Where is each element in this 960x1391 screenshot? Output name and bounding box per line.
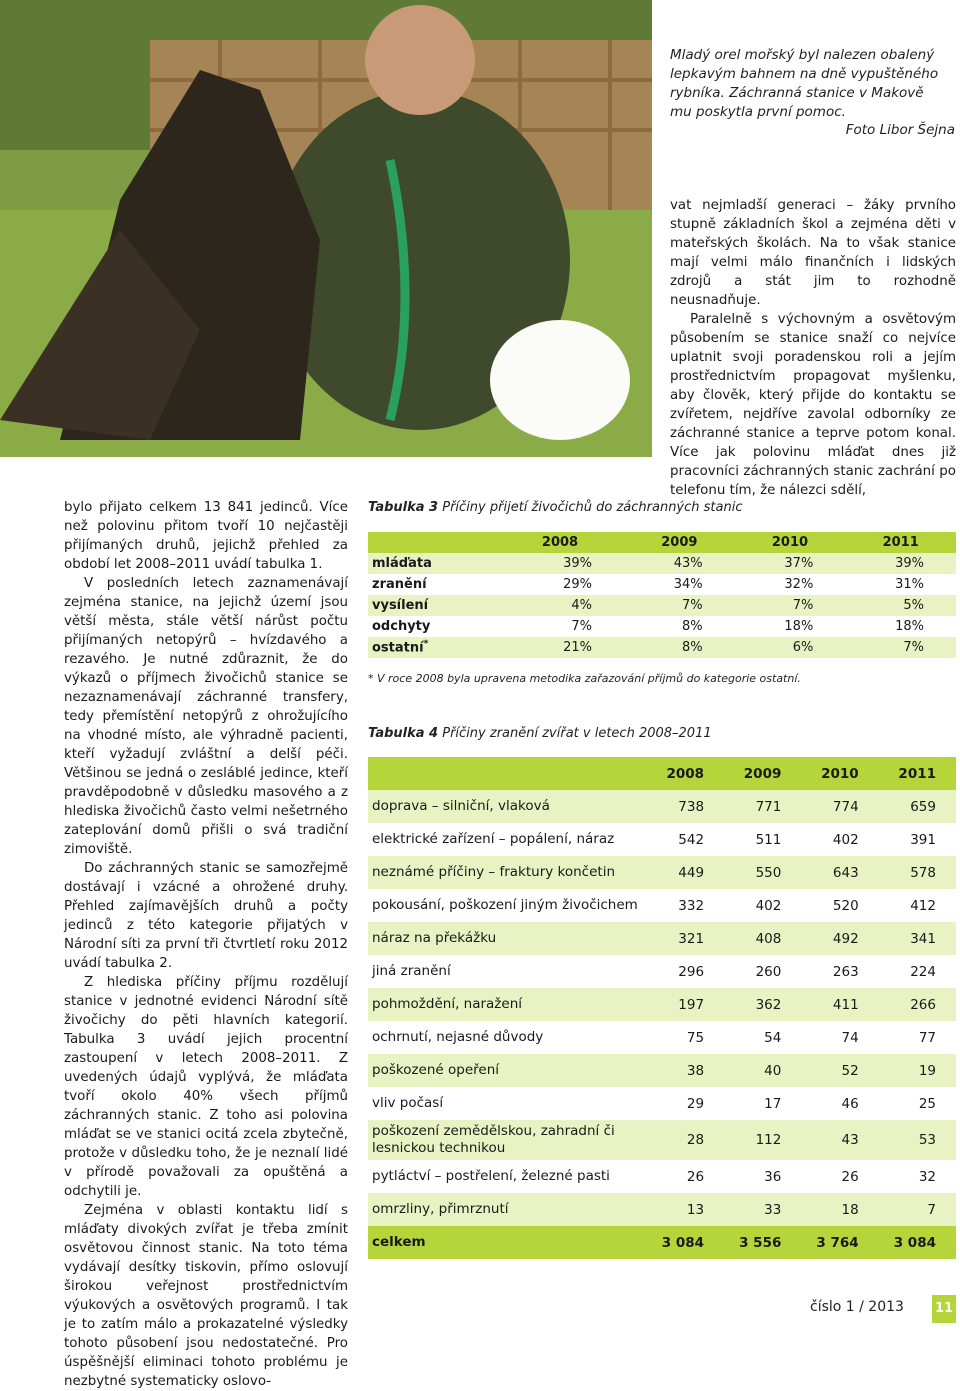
year-header: 2008 [496,532,624,553]
cell: 449 [647,856,724,889]
table-row [368,1193,956,1226]
row-label: neznámé příčiny – fraktury končetin [368,856,647,889]
cell: 341 [879,922,956,955]
row-label: náraz na překážku [368,922,647,955]
row-label: vysílení [368,595,496,616]
cell: 77 [879,1021,956,1054]
cell: 520 [801,889,878,922]
cell: 321 [647,922,724,955]
cell: 197 [647,988,724,1021]
table4-title: Příčiny zranění zvířat v letech 2008–2011 [442,726,712,741]
table4-label: Tabulka 4 [368,726,439,741]
year-header: 2011 [845,532,956,553]
cell: 18% [735,616,846,637]
cell: 39% [845,553,956,574]
cell: 771 [724,790,801,823]
row-label: poškozené opeření [368,1054,647,1087]
cell: 391 [879,823,956,856]
photo-credit: Foto Libor Šejna [845,122,955,138]
cell: 112 [724,1120,801,1160]
row-label: doprava – silniční, vlaková [368,790,647,823]
cell: 6% [735,637,846,658]
cell: 7% [496,616,624,637]
paragraph: bylo přijato celkem 13 841 jedinců. Více než polovinu přitom tvoří 10 nejčastěji přijímaných druhů, jejichž přehled za období let 2008–2011 uvádí tabulka 1. [64,500,348,572]
table-row [368,1160,956,1193]
cell: 74 [801,1021,878,1054]
cell: 402 [724,889,801,922]
cell: 362 [724,988,801,1021]
cell: 75 [647,1021,724,1054]
row-label [368,637,496,658]
cell: 3 764 [801,1226,878,1259]
table3-label: Tabulka 3 [368,500,439,515]
cell: 412 [879,889,956,922]
cell: 738 [647,790,724,823]
row-label: zranění [368,574,496,595]
cell: 411 [801,988,878,1021]
row-label: elektrické zařízení – popálení, náraz [368,823,647,856]
cell: 5% [845,595,956,616]
cell: 7% [624,595,735,616]
cell: 43% [624,553,735,574]
cell: 296 [647,955,724,988]
cell: 31% [845,574,956,595]
cell: 550 [724,856,801,889]
row-label: odchyty [368,616,496,637]
table-row [368,1087,956,1120]
cell: 332 [647,889,724,922]
cell: 578 [879,856,956,889]
cell: 402 [801,823,878,856]
cell: 774 [801,790,878,823]
cell: 25 [879,1087,956,1120]
row-label: omrzliny, přimrznutí [368,1193,647,1226]
cell: 52 [801,1054,878,1087]
cell: 7% [735,595,846,616]
table-row [368,616,956,637]
row-label: poškození zemědělskou, zahradní či lesnickou technikou [368,1120,647,1160]
cell: 53 [879,1120,956,1160]
paragraph: Paralelně s výchovným a osvětovým působením se stanice snaží co nejvíce uplatnit svoji poradenskou roli a jejím prostřednictvím propagovat myšlenku, aby člověk, který přijde do kontaktu se zvířetem, nejdříve zavolal odborníky ze záchranné stanice a teprve potom konal. Více jak polovinu mláďat dnes již pracovníci záchranných stanic zachrání po telefonu tím, že nálezci sdělí, [670,312,956,498]
cell: 4% [496,595,624,616]
cell: 263 [801,955,878,988]
table-row [368,823,956,856]
issue-number: číslo 1 / 2013 [810,1299,904,1315]
table-row [368,1120,956,1160]
table3-footnote: * V roce 2008 byla upravena metodika zařazování příjmů do kategorie ostatní. [368,672,801,685]
table-row [368,637,956,658]
cell: 7% [845,637,956,658]
cell: 13 [647,1193,724,1226]
cell: 542 [647,823,724,856]
cell: 29% [496,574,624,595]
table4 [368,757,956,1259]
cell: 3 084 [879,1226,956,1259]
table3-title: Příčiny přijetí živočichů do záchranných stanic [442,500,743,515]
paragraph: V posledních letech zaznamenávají zejména stanice, na jejichž území jsou větší města, stále větší nárůst počtu přijímaných netopýrů – hvízdavého a rezavého. Je nutné zdůraznit, že do výkazů o příjmech živočichů stanice se nezaznamenávají záchranné transfery, tedy přemístění netopýrů z ohrožujícího na vhodné místo, ale výhradně pacienti, kteří vyžadují zvláštní a delší péči. Většinou se jedná o zesláblé jedince, kteří pravděpodobně v důsledku masového a z hlediska živočichů často velmi nešetrného zateplování domů přišli o svá tradiční zimoviště. [64,576,348,857]
cell: 260 [724,955,801,988]
year-header: 2009 [624,532,735,553]
row-label: mláďata [368,553,496,574]
table-row [368,889,956,922]
cell: 17 [724,1087,801,1120]
row-label: pokousání, poškození jiným živočichem [368,889,647,922]
table-row [368,1021,956,1054]
cell: 32% [735,574,846,595]
cell: 659 [879,790,956,823]
left-column-text [64,498,348,1391]
cell: 511 [724,823,801,856]
table-header-row [368,532,956,553]
table-row [368,922,956,955]
year-header: 2010 [801,757,878,790]
cell: 8% [624,616,735,637]
cell: 32 [879,1160,956,1193]
row-label: jiná zranění [368,955,647,988]
cell: 21% [496,637,624,658]
cell: 26 [647,1160,724,1193]
paragraph: Z hlediska příčiny příjmu rozdělují stanice v jednotné evidenci Národní sítě živočichy do pěti hlavních kategorií. Tabulka 3 uvádí jejich procentní zastoupení v letech 2008–2011. Z uvedených údajů vyplývá, že mláďata tvoří okolo 40% všech příjmů záchranných stanic. Z toho asi polovina mláďat se ve stanici ocitá zcela zbytečně, protože v důsledku toho, že je neznalí lidé v přírodě považovali za opuštěná a odchytili je. [64,975,348,1199]
table3-caption [368,500,742,515]
year-header: 2011 [879,757,956,790]
row-label: ochrnutí, nejasné důvody [368,1021,647,1054]
cell: 29 [647,1087,724,1120]
table-row [368,988,956,1021]
row-label-text: ostatní [372,640,424,656]
table-row [368,1054,956,1087]
cell: 46 [801,1087,878,1120]
year-header: 2008 [647,757,724,790]
row-label: pytláctví – postřelení, železné pasti [368,1160,647,1193]
row-label: pohmoždění, naražení [368,988,647,1021]
cell: 7 [879,1193,956,1226]
cell: 643 [801,856,878,889]
paragraph: Zejména v oblasti kontaktu lidí s mláďaty divokých zvířat je třeba zmínit osvětovou činnost stanic. Na toto téma vydávají desítky tiskovin, přímo oslovují širokou veřejnost prostřednictvím výukových a osvětových programů. I tak je to zatím málo a prokazatelné výsledky tohoto působení jsou nedostatečné. Pro úspěšnější eliminaci tohoto problému je nezbytné systematicky oslovo- [64,1203,348,1389]
cell: 34% [624,574,735,595]
right-column-text [670,196,956,500]
cell: 39% [496,553,624,574]
cell: 18% [845,616,956,637]
table-row [368,955,956,988]
photo-caption [670,46,940,122]
table3 [368,532,956,658]
footnote-mark: * [423,639,429,650]
table-row [368,574,956,595]
caption-text: Mladý orel mořský byl nalezen obalený lepkavým bahnem na dně vypuštěného rybníka. Záchranná stanice v Makově mu poskytla první pomoc. [670,47,939,120]
cell: 54 [724,1021,801,1054]
paragraph: Do záchranných stanic se samozřejmě dostávají i vzácné a ohrožené druhy. Přehled zajímavějších druhů a počty jedinců z této kategorie přijatých v Národní síti za první tři čtvrtletí roku 2012 uvádí tabulka 2. [64,861,348,971]
cell: 33 [724,1193,801,1226]
table-row [368,856,956,889]
cell: 43 [801,1120,878,1160]
table-row [368,790,956,823]
eagle-photo [0,0,652,457]
cell: 408 [724,922,801,955]
cell: 40 [724,1054,801,1087]
cell: 18 [801,1193,878,1226]
year-header: 2010 [735,532,846,553]
page-number: 11 [932,1295,956,1323]
row-label: vliv počasí [368,1087,647,1120]
table-row [368,553,956,574]
paragraph: vat nejmladší generaci – žáky prvního stupně základních škol a zejména děti v mateřských školách. Na to však stanice mají velmi málo finančních i lidských zdrojů a stát jim to rozhodně neusnadňuje. [670,198,956,308]
cell: 37% [735,553,846,574]
cell: 224 [879,955,956,988]
table-header-row [368,757,956,790]
cell: 266 [879,988,956,1021]
cell: 3 556 [724,1226,801,1259]
cell: 36 [724,1160,801,1193]
cell: 3 084 [647,1226,724,1259]
cell: 26 [801,1160,878,1193]
cell: 28 [647,1120,724,1160]
cell: 8% [624,637,735,658]
year-header: 2009 [724,757,801,790]
cell: 38 [647,1054,724,1087]
cell: 19 [879,1054,956,1087]
table-row [368,595,956,616]
row-label: celkem [368,1226,647,1259]
table4-caption [368,726,712,741]
total-row [368,1226,956,1259]
cell: 492 [801,922,878,955]
